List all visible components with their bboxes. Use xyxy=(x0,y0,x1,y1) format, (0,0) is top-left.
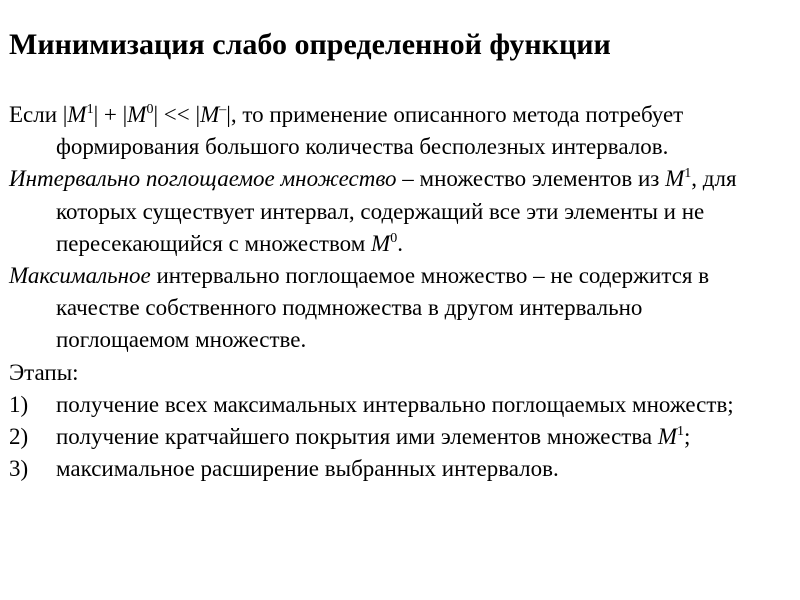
step-text: получение кратчайшего покрытия ими элементов множества xyxy=(56,424,658,450)
set-symbol: M xyxy=(127,102,147,127)
term-italic: Максимальное xyxy=(9,263,151,289)
stages-label: Этапы: xyxy=(9,359,79,385)
step-item-3 xyxy=(9,453,779,485)
step-number: 3) xyxy=(9,456,29,482)
text: интервально поглощаемое множество – не содержится в качестве собственного подмножества в другом интервально поглощаемом множестве. xyxy=(56,263,710,353)
text: | << | xyxy=(153,102,201,127)
paragraph-condition xyxy=(9,99,779,163)
text: ; xyxy=(684,424,691,450)
superscript: – xyxy=(219,102,227,117)
step-number: 2) xyxy=(9,424,29,450)
text: | + | xyxy=(93,102,128,127)
text: , для которых существует интервал, содержащий все эти элементы и не пересекающийся с множеством xyxy=(56,166,737,256)
slide-title: Минимизация слабо определенной функции xyxy=(9,28,611,61)
step-number: 1) xyxy=(9,391,29,417)
step-item-2 xyxy=(9,421,779,453)
superscript: 1 xyxy=(677,424,685,440)
step-text: максимальное расширение выбранных интервалов. xyxy=(56,456,559,482)
text: Если | xyxy=(9,102,68,127)
superscript: 1 xyxy=(86,102,94,117)
step-text: получение всех максимальных интервально поглощаемых множеств; xyxy=(56,391,734,417)
term-italic: Интервально поглощаемое множество xyxy=(9,166,397,192)
text: . xyxy=(397,230,403,256)
set-symbol: M xyxy=(371,230,391,256)
step-item-1 xyxy=(9,389,779,421)
paragraph-definition-maximal xyxy=(9,260,779,357)
set-symbol: M xyxy=(67,102,87,127)
slide-body xyxy=(9,99,779,485)
set-symbol: M xyxy=(665,166,685,192)
text: – множество элементов из xyxy=(396,166,666,192)
paragraph-definition-absorbed-set xyxy=(9,163,779,260)
text: |, то применение описанного метода потребует формирования большого количества бесполезных интервалов. xyxy=(56,102,684,160)
set-symbol: M xyxy=(657,424,678,450)
set-symbol: M xyxy=(200,102,220,127)
superscript: 1 xyxy=(684,166,692,182)
superscript: 0 xyxy=(390,230,398,246)
superscript: 0 xyxy=(146,102,154,117)
